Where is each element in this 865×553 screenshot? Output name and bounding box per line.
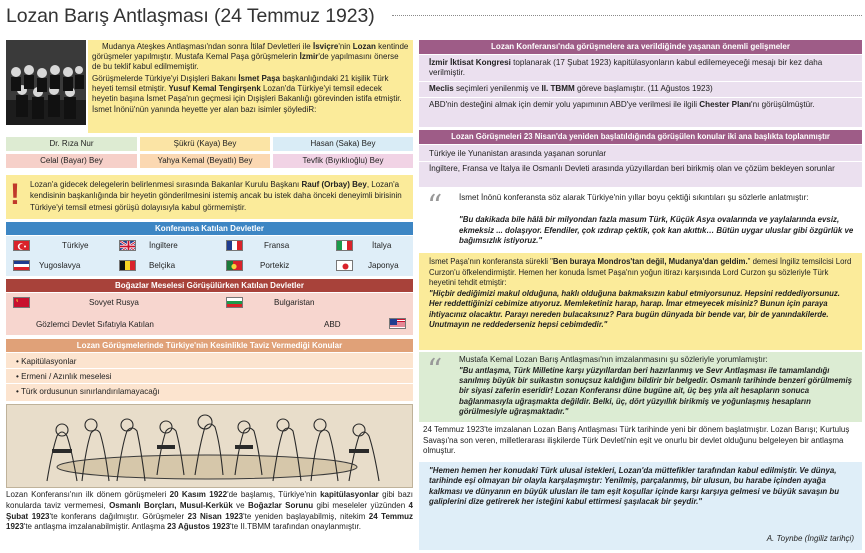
portugal-flag-icon xyxy=(226,260,243,271)
toynbee-quote-box xyxy=(419,462,862,550)
yugoslavia-flag-icon xyxy=(13,260,30,271)
april-item: Türkiye ile Yunanistan arasında yaşanan sorunlar xyxy=(429,149,607,158)
inonu-quote-box xyxy=(419,190,862,252)
divider xyxy=(419,81,862,82)
state-name: Portekiz xyxy=(260,261,290,270)
interval-item: Meclis seçimleri yenilenmiş ve II. TBMM göreve başlamıştır. (11 Ağustos 1923) xyxy=(429,84,713,93)
france-flag-icon xyxy=(226,240,243,251)
nocompromise-item: • Ermeni / Azınlık meselesi xyxy=(6,370,413,384)
ataturk-quote-intro: Mustafa Kemal Lozan Barış Antlaşması'nın imzalanmasını şu sözleriyle yorumlamıştır: xyxy=(459,355,768,364)
nocompromise-list xyxy=(6,353,413,401)
curzon-quote: "Hiçbir dediğimizi makul olduğuna, haklı olduğuna bakmaksızın kabul etmiyorsunuz. Hepsini reddediyorsunuz. Her reddettiğinizi cebimize atıyoruz. Memleketiniz harap, harap. İmar etmeyecek misiniz? Bunun için paraya ihtiyacınız olacaktır. Parayı nereden bulacaksınız? Para bugün dünyada bir bende var, bir de yanındakilerde. Unutmayın ne reddederseniz hepsi cebimdedir." xyxy=(429,288,840,329)
bulgaria-flag-icon xyxy=(226,297,243,308)
delegate-cell: Hasan (Saka) Bey xyxy=(273,137,413,151)
curzon-box: İsmet Paşa'nın konferansta sürekli "Ben buraya Mondros'tan değil, Mudanya'dan geldim." demesi İngiliz temsilcisi Lord Curzon'u öfkelendirmiştir. Hemen her konuda İsmet Paşa'nın yoğun itirazı karşısında Lord Curzon şu sözleriyle Türk heyetini tehdit etmiştir: "Hiçbir dediğimizi makul olduğuna, haklı olduğuna bakmaksızın kabul etmiyorsunuz. Hepsini reddediyorsunuz. Her reddettiğinizi cebimize atıyoruz. Memleketiniz harap, harap. İmar etmeyecek misiniz? Bunun için paraya ihtiyacınız olacaktır. Parayı nereden bulacaksınız? Para bugün dünyada bir bende var, bir de yanındakilerde. Unutmayın ne reddederseniz hepsi cebimdedir." xyxy=(419,253,862,350)
intro-paragraph-2: Görüşmelerde Türkiye'yi Dışişleri Bakanı İsmet Paşa başkanlığındaki 21 kişilik Türk heyeti temsil etmiştir. Yusuf Kemal Tengirşenk Lozan'da Türkiye'yi temsil edecek heyetin başına İsmet Paşa'nın geçmesi için Dışişleri Bakanlığı görevinden istifa etmiştir. İsmet İnönü'nün yanında heyette yer alan bazı isimler şöylediR: xyxy=(92,74,402,114)
usa-flag-icon xyxy=(389,318,406,329)
interval-item: ABD'nin desteğini almak için demir yolu yapımının ABD'ye verilmesi ile ilgili Chester Planı'nı görüşülmüştür. xyxy=(429,100,815,109)
conference-timeline-text: Lozan Konferansı'nın ilk dönem görüşmeleri 20 Kasım 1922'de başlamış, Türkiye'nin kapitülasyonlar gibi bazı konularda taviz vermemesi, Osmanlı Borçları, Musul-Kerkük ve Boğazlar Sorunu gibi meseleler yüzünden 4 Şubat 1923'te konferans dağılmıştır. Görüşmeler 23 Nisan 1923'te yeniden başlayabilmiş, nitekim 24 Temmuz 1923'te antlaşma imzalanabilmiştir. Antlaşma 23 Ağustos 1923'te II.TBMM tarafından onaylanmıştır. xyxy=(6,490,414,532)
state-name: Yugoslavya xyxy=(39,261,81,270)
delegate-cell: Dr. Rıza Nur xyxy=(6,137,137,151)
inonu-quote-intro: İsmet İnönü konferansta söz alarak Türkiye'nin yıllar boyu çektiği sıkıntıları şu sözlerle anlatmıştır: xyxy=(459,193,809,202)
nocompromise-item: • Türk ordusunun sınırlandırılamayacağı xyxy=(16,387,160,396)
exclamation-icon: ! xyxy=(10,178,20,211)
state-name: Fransa xyxy=(264,241,290,250)
april-header: Lozan Görüşmeleri 23 Nisan'da yeniden başlatıldığında görüşülen konular iki ana başlıkta toplanmıştır xyxy=(419,130,862,144)
ataturk-quote-box xyxy=(419,352,862,422)
observer-label: Gözlemci Devlet Sıfatıyla Katılan xyxy=(36,320,154,329)
nocompromise-header: Lozan Görüşmelerinde Türkiye'nin Kesinlikle Taviz Vermediği Konular xyxy=(6,339,413,352)
delegate-cell: Tevfik (Bıyıklıoğlu) Bey xyxy=(273,154,413,168)
intro-box xyxy=(88,40,413,133)
strait-state-name: Bulgaristan xyxy=(274,298,315,307)
strait-state-name: ABD xyxy=(324,320,341,329)
state-name: Türkiye xyxy=(62,241,89,250)
uk-flag-icon xyxy=(119,240,136,251)
delegate-cell: Celal (Bayar) Bey xyxy=(6,154,137,168)
delegate-cell: Şükrü (Kaya) Bey xyxy=(140,137,270,151)
delegate-cell: Yahya Kemal (Beyatlı) Bey xyxy=(140,154,270,168)
toynbee-quote-text: "Hemen hemen her konudaki Türk ulusal istekleri, Lozan'da müttefikler tarafından kabul edilmiştir. Ve dünya, tarihinde eşi olmayan bir olayla karşılaşmıştır: Yenilmiş, parçalanmış, bir ulusun, bu harabe içinden ayağa kalkması ve dünyanın en büyük ulusları ile tam eşit koşullar içinde karşı karşıya gelmesi ve büyük savaşın bu galiplerini dize getirerek her isteğini kabul ettirmesi şaşılacak bir şeydir." xyxy=(429,466,840,506)
conference-cartoon xyxy=(6,404,413,488)
signed-text: 24 Temmuz 1923'te imzalanan Lozan Barış Antlaşması Türk tarihinde yeni bir dönem başlatmıştır. Lozan Barışı; Kurtuluş Savaşı'na son veren, milletlerarası ilişkilerde Türk Devleti'nin eşit ve onurlu bir devlet olduğunu belgeleyen bir antlaşma olmuştur. xyxy=(423,425,850,456)
ussr-flag-icon xyxy=(13,297,30,308)
divider xyxy=(419,161,862,162)
ataturk-quote-text: "Bu antlaşma, Türk Milletine karşı yüzyıllardan beri hazırlanmış ve Sevr Antlaşması ile tamamlandığı sanılmış büyük bir suikastın sonuçsuz kaldığını bildirir bir belgedir. Osmanlı tarihinde benzeri görülmemiş bir siyasi zaferin eseridir! Lozan Konferansı düne bugüne ait, üç beş yıla ait hesapların sonuca bağlanmasıyla uğraşmakta değildir. Belki, üç, dört yüzyıllık birikmiş ve yoğunlaşmış hesapların görülmesiyle uğraşmaktadır." xyxy=(459,366,852,416)
title-rule xyxy=(392,15,862,16)
quote-open-icon: “ xyxy=(427,353,443,388)
april-item: İngiltere, Fransa ve İtalya ile Osmanlı Devleti arasında yüzyıllardan beri birikmiş olan ve çözüm bekleyen sorunlar xyxy=(429,164,835,173)
nocompromise-item: • Kapitülasyonlar xyxy=(6,355,413,369)
interval-header: Lozan Konferansı'nda görüşmelere ara verildiğinde yaşanan önemli gelişmeler xyxy=(419,40,862,54)
state-name: İngiltere xyxy=(149,241,178,250)
japan-flag-icon xyxy=(336,260,353,271)
rauf-note-text: Lozan'a gidecek delegelerin belirlenmesi sırasında Bakanlar Kurulu Başkanı Rauf (Orbay) Bey, Lozan'a kendisinin başkanlığında bir heyetin gönderilmesini istemiş ancak bu istek daha önceki deneyimli birisinin Türkiye'yi temsil etmesi görüşü dolayısıyla kabul görmemiştir. xyxy=(30,180,402,212)
intro-paragraph-1: Mudanya Ateşkes Antlaşması'ndan sonra İtilaf Devletleri ile İsviçre'nin Lozan kentinde görüşmeler yapılmıştır. Mustafa Kemal Paşa görüşmelerin İzmir'de yapılmasını önerse de bu teklif kabul edilmemiştir. xyxy=(92,42,409,72)
italy-flag-icon xyxy=(336,240,353,251)
divider xyxy=(419,97,862,98)
toynbee-author: A. Toynbe (İngiliz tarihçi) xyxy=(766,534,854,543)
states-table xyxy=(6,236,413,276)
state-name: Japonya xyxy=(368,261,399,270)
state-name: İtalya xyxy=(372,241,392,250)
april-list xyxy=(419,145,862,187)
rauf-note xyxy=(6,175,413,219)
straits-header: Boğazlar Meselesi Görüşülürken Katılan Devletler xyxy=(6,279,413,292)
interval-item: İzmir İktisat Kongresi toplanarak (17 Şubat 1923) kapitülasyonların kabul edilemeyeceği mesajı bir kez daha verilmiştir. xyxy=(429,58,823,78)
state-name: Belçika xyxy=(149,261,176,270)
turkey-flag-icon xyxy=(13,240,30,251)
delegation-photo xyxy=(6,40,86,125)
straits-table xyxy=(6,293,413,335)
page-title: Lozan Barış Antlaşması (24 Temmuz 1923) xyxy=(6,5,375,27)
states-header: Konferansa Katılan Devletler xyxy=(6,222,413,235)
belgium-flag-icon xyxy=(119,260,136,271)
interval-list xyxy=(419,55,862,127)
inonu-quote-text: "Bu dakikada bile hâlâ bir milyondan fazla masum Türk, Küçük Asya ovalarında ve yaylalarında evsiz, ekmeksiz ... dolaşıyor. Efendiler, çok ızdırap çektik, çok kan akıttık… Bütün uygar uluslar gibi özgürlük ve bağımsızlık istiyoruz." xyxy=(459,215,854,246)
strait-state-name: Sovyet Rusya xyxy=(89,298,139,307)
quote-open-icon: “ xyxy=(427,189,443,224)
